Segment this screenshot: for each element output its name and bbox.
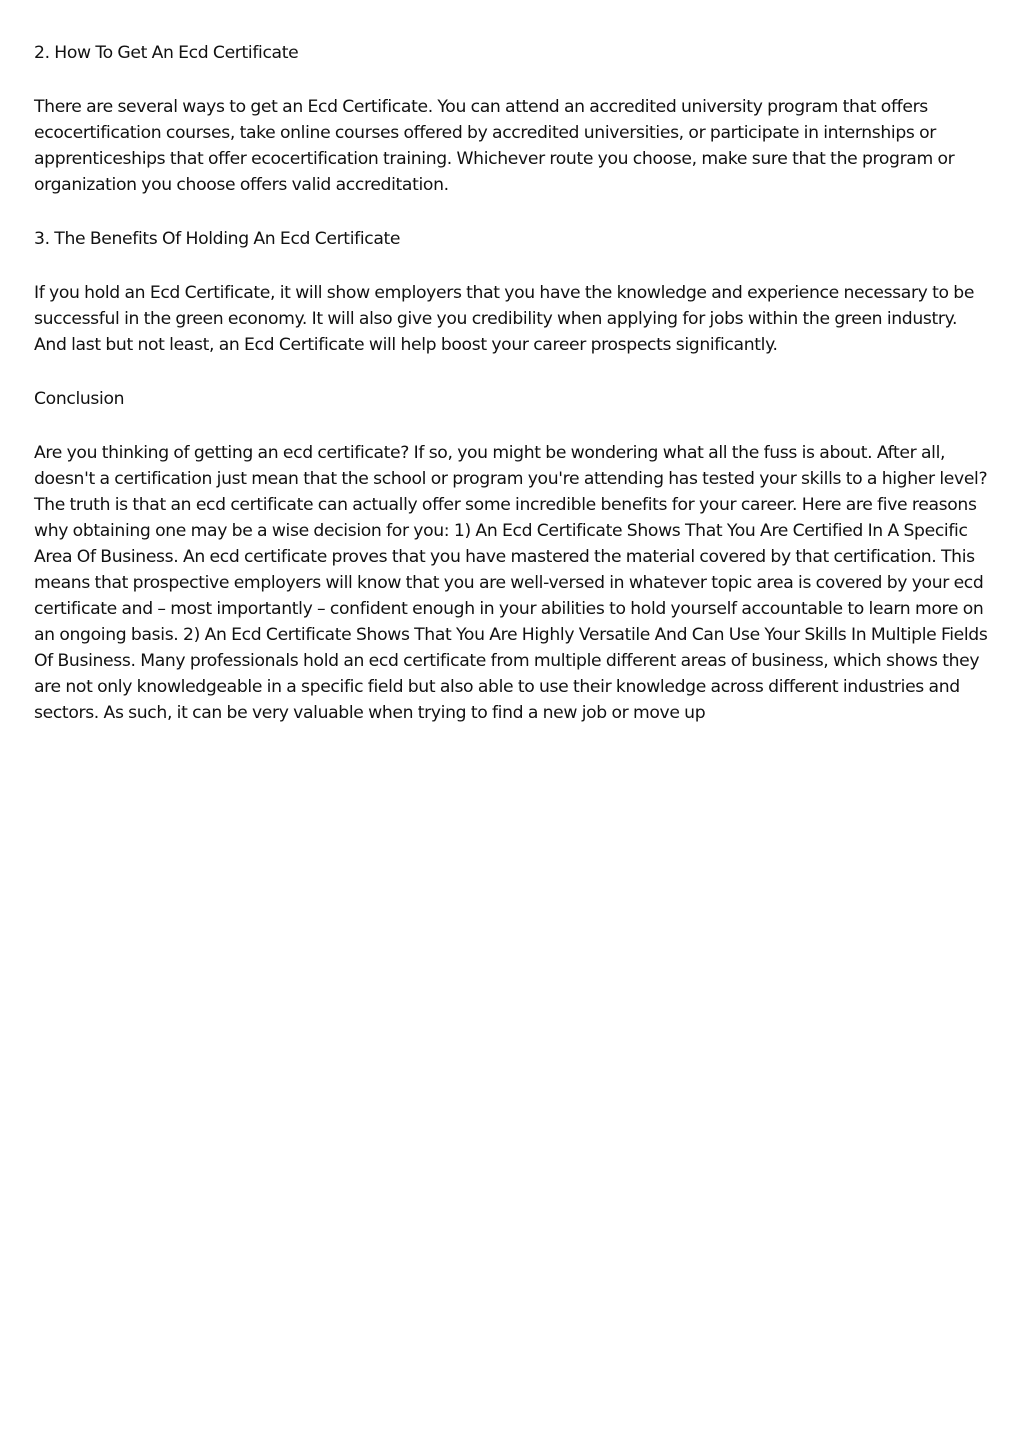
paragraph-how-to-get: There are several ways to get an Ecd Certificate. You can attend an accredited university program that offers ecocertification courses, take online courses offered by accredited universities, or participate in internships or apprenticeships that offer ecocertification training. Whichever route you choose, make sure that the program or organization you choose offers valid accreditation. (34, 97, 955, 195)
paragraph-benefits: If you hold an Ecd Certificate, it will show employers that you have the knowledge and experience necessary to be successful in the green economy. It will also give you credibility when applying for jobs within the green industry. And last but not least, an Ecd Certificate will help boost your career prospects significantly. (34, 283, 975, 355)
section-heading-benefits: 3. The Benefits Of Holding An Ecd Certificate (34, 229, 401, 249)
document-page (34, 40, 992, 726)
section-heading-conclusion: Conclusion (34, 389, 125, 409)
paragraph-conclusion: Are you thinking of getting an ecd certificate? If so, you might be wondering what all the fuss is about. After all, doesn't a certification just mean that the school or program you're attending has tested your skills to a higher level? The truth is that an ecd certificate can actually offer some incredible benefits for your career. Here are five reasons why obtaining one may be a wise decision for you: 1) An Ecd Certificate Shows That You Are Certified In A Specific Area Of Business. An ecd certificate proves that you have mastered the material covered by that certification. This means that prospective employers will know that you are well-versed in whatever topic area is covered by your ecd certificate and – most importantly – confident enough in your abilities to hold yourself accountable to learn more on an ongoing basis. 2) An Ecd Certificate Shows That You Are Highly Versatile And Can Use Your Skills In Multiple Fields Of Business. Many professionals hold an ecd certificate from multiple different areas of business, which shows they are not only knowledgeable in a specific field but also able to use their knowledge across different industries and sectors. As such, it can be very valuable when trying to find a new job or move up (34, 443, 988, 723)
section-heading-how-to-get: 2. How To Get An Ecd Certificate (34, 43, 299, 63)
